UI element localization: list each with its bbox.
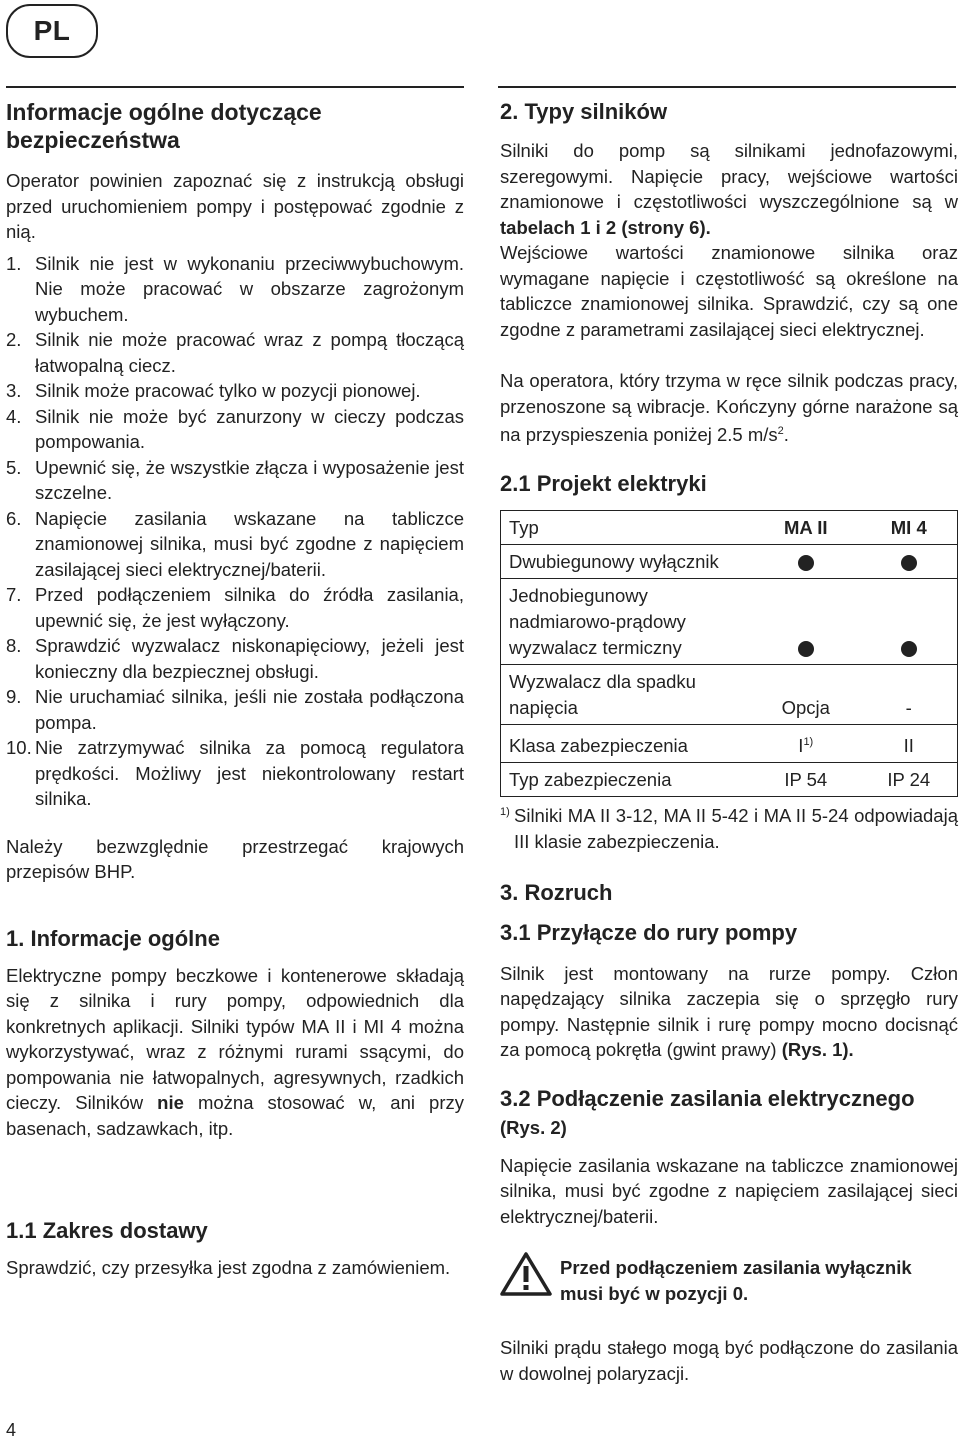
table-cell <box>751 762 859 796</box>
safety-item <box>6 633 464 684</box>
table-row <box>501 724 958 762</box>
top-rule-left <box>6 86 464 88</box>
safety-item <box>6 506 464 583</box>
table-header-cell: Typ <box>501 510 752 544</box>
delivery-text: Sprawdzić, czy przesyłka jest zgodna z zamówieniem. <box>6 1257 451 1278</box>
safety-item-text: Silnik nie może pracować wraz z pompą tłoczącą łatwopalną ciecz. <box>35 329 464 376</box>
safety-item <box>6 582 464 633</box>
safety-item <box>6 404 464 455</box>
electrics-table <box>500 510 958 797</box>
pipe-text: Silnik jest montowany na rurze pompy. Człon napędzający silnika zaczepia się o sprzęgło rury pompy. Następnie silnik i rurę pompy mocno docisnąć za pomocą pokrętła (gwint prawy) (Rys. 1). <box>500 962 958 1061</box>
safety-item-number: 4. <box>6 405 22 427</box>
table-cell <box>859 664 958 724</box>
table-row-label: Dwubiegunowy wyłącznik <box>501 544 752 578</box>
safety-heading: Informacje ogólne dotyczące bezpieczeństwa <box>6 99 322 153</box>
table-row-label: Klasa zabezpieczenia <box>501 724 752 762</box>
warning-block <box>500 1249 958 1307</box>
safety-item <box>6 251 464 328</box>
table-cell <box>751 664 859 724</box>
table-row-label: Wyzwalacz dla spadku napięcia <box>501 664 752 724</box>
general-text: Elektryczne pompy beczkowe i kontenerowe składają się z silnika i rury pompy, odpowiednich dla konkretnych aplikacji. Silniki typów MA II i MI 4 można wykorzystywać, wraz z różnymi rurami ssącymi, do pompowania nie łatwopalnych, agresywnych, rzadkich cieczy. Silników nie można stosować w, ani przy basenach, sadzawkach, itp. <box>6 964 464 1139</box>
bhp-note: Należy bezwzględnie przestrzegać krajowych przepisów BHP. <box>6 835 464 882</box>
safety-item-text: Napięcie zasilania wskazane na tabliczce znamionowej silnika, musi być zgodne z napięciem zasilającej sieci elektrycznej/baterii. <box>35 507 464 580</box>
table-cell <box>859 762 958 796</box>
safety-item-number: 2. <box>6 329 22 350</box>
table-row <box>501 578 958 664</box>
filled-dot-icon <box>798 555 814 571</box>
table-cell-value: II <box>903 734 914 756</box>
right-column <box>500 98 958 1386</box>
table-cell-value: Opcja <box>781 696 830 718</box>
general-heading: 1. Informacje ogólne <box>6 925 220 951</box>
startup-heading: 3. Rozruch <box>500 879 613 905</box>
delivery-heading: 1.1 Zakres dostawy <box>6 1218 208 1243</box>
safety-item-number: 5. <box>6 456 22 478</box>
safety-item-number: 6. <box>6 507 22 529</box>
safety-item <box>6 327 464 378</box>
vibration-text: Na operatora, który trzyma w ręce silnik podczas pracy, przenoszone są wibracje. Kończyny górne narażone są na przyspieszenia poniżej 2.5 $m/s^2$. <box>500 370 958 446</box>
safety-item-text: Silnik może pracować tylko w pozycji pionowej. <box>35 380 421 401</box>
safety-item-text: Nie uruchamiać silnika, jeśli nie została podłączona pompa. <box>35 686 464 733</box>
top-rule-right <box>498 86 956 88</box>
safety-item-number: 10. <box>6 737 32 758</box>
filled-dot-icon <box>798 641 814 657</box>
power-subheading: (Rys. 2) <box>500 1116 567 1138</box>
safety-item-text: Upewnić się, że wszystkie złącza i wyposażenie jest szczelne. <box>35 456 464 503</box>
types-heading: 2. Typy silników <box>500 99 668 124</box>
safety-item-number: 8. <box>6 635 22 656</box>
table-row <box>501 664 958 724</box>
pipe-heading: 3.1 Przyłącze do rury pompy <box>500 919 798 945</box>
types-text-2: Wejściowe wartości znamionowe silnika oraz wymagane napięcie i częstotliwość są określone na tabliczce znamionowej silnika. Sprawdzić, czy są one zgodne z parametrami zasilającej sieci elektrycznej. <box>500 242 958 340</box>
safety-list <box>6 251 464 812</box>
filled-dot-icon <box>901 555 917 571</box>
types-text: Silniki do pomp są silnikami jednofazowymi, szeregowymi. Napięcie pracy, wejściowe wartości znamionowe i częstotliwości wyszczególnione są w tabelach 1 i 2 (strony 6). <box>500 140 958 238</box>
table-header-cell: MA II <box>751 510 859 544</box>
page-number: 4 <box>6 1420 17 1440</box>
electrics-heading: 2.1 Projekt elektryki <box>500 470 707 496</box>
safety-item <box>6 378 464 404</box>
language-badge: PL <box>6 4 98 58</box>
filled-dot-icon <box>901 641 917 657</box>
safety-item-number: 7. <box>6 584 22 605</box>
safety-item <box>6 735 464 812</box>
dc-text: Silniki prądu stałego mogą być podłączone do zasilania w dowolnej polaryzacji. <box>500 1337 958 1384</box>
table-header-cell: MI 4 <box>859 510 958 544</box>
power-text: Napięcie zasilania wskazane na tabliczce znamionowej silnika, musi być zgodne z napięciem zasilającej sieci elektrycznej/baterii. <box>500 1154 958 1227</box>
safety-item-number: 1. <box>6 252 22 274</box>
warning-icon <box>500 1251 552 1297</box>
warning-text: Przed podłączeniem zasilania wyłącznik musi być w pozycji 0. <box>560 1257 912 1305</box>
table-row-label: Jednobiegunowy nadmiarowo-prądowy wyzwalacz termiczny <box>501 578 752 664</box>
table-cell-footnote-mark: 1) <box>803 735 814 748</box>
table-row <box>501 762 958 796</box>
table-cell-dot <box>859 578 958 664</box>
table-cell <box>859 724 958 762</box>
table-footnote: 1) Silniki MA II 3-12, MA II 5-42 i MA II 5-24 odpowiadają III klasie zabezpieczenia. <box>500 804 958 852</box>
safety-item-text: Przed podłączeniem silnika do źródła zasilania, upewnić się, że jest wyłączony. <box>35 584 464 631</box>
safety-item-text: Silnik nie może być zanurzony w cieczy podczas pompowania. <box>35 405 464 452</box>
power-heading: 3.2 Podłączenie zasilania elektrycznego <box>500 1085 915 1111</box>
table-cell-dot <box>751 544 859 578</box>
table-cell-dot <box>751 578 859 664</box>
safety-item-text: Silnik nie jest w wykonaniu przeciwwybuchowym. Nie może pracować w obszarze zagrożonym wybuchem. <box>35 252 464 325</box>
safety-item <box>6 684 464 735</box>
table-cell-dot <box>859 544 958 578</box>
table-cell-value: IP 24 <box>887 768 931 790</box>
safety-item-text: Sprawdzić wyzwalacz niskonapięciowy, jeżeli jest konieczny dla bezpiecznej obsługi. <box>35 635 464 682</box>
table-cell <box>751 724 859 762</box>
table-cell-value: - <box>905 696 912 718</box>
table-cell-value: I <box>798 734 804 756</box>
safety-intro: Operator powinien zapoznać się z instrukcją obsługi przed uruchomieniem pompy i postępować zgodnie z nią. <box>6 170 464 242</box>
left-column <box>6 98 464 1281</box>
safety-item-number: 9. <box>6 686 22 707</box>
safety-item-text: Nie zatrzymywać silnika za pomocą regulatora prędkości. Możliwy jest niekontrolowany restart silnika. <box>35 737 464 809</box>
safety-item-number: 3. <box>6 380 22 401</box>
table-row-label: Typ zabezpieczenia <box>501 762 752 796</box>
table-row <box>501 544 958 578</box>
safety-item <box>6 455 464 506</box>
table-header-row <box>501 510 958 544</box>
table-cell-value: IP 54 <box>784 768 828 790</box>
